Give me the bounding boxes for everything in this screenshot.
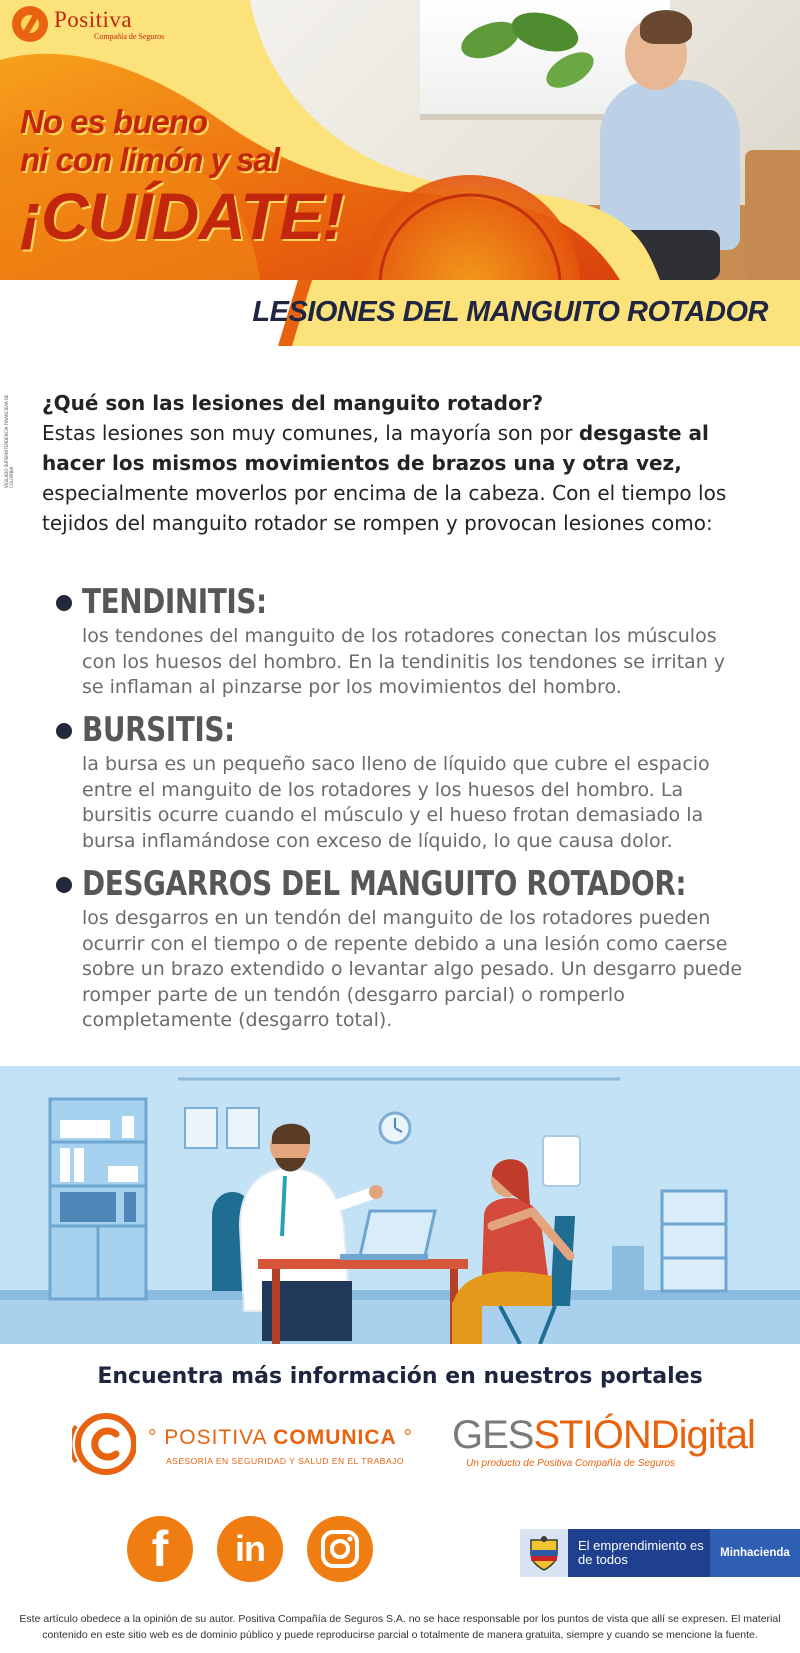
brand-tagline: Compañía de Seguros [94, 31, 165, 41]
hero-headline-block [20, 103, 343, 251]
intro-text-after: especialmente moverlos por encima de la cabeza. Con el tiempo los tejidos del manguito rotador se rompen y provocan lesiones como: [42, 481, 727, 535]
positiva-comunica-tagline: ASESORÍA EN SEGURIDAD Y SALUD EN EL TRABAJO [166, 1456, 405, 1466]
positiva-comunica-name: ° POSITIVA COMUNICA ° [148, 1426, 413, 1449]
gesstion-part-1: GES [452, 1413, 534, 1457]
item-body: los tendones del manguito de los rotadores conectan los músculos con los huesos del hombro. En la tendinitis los tendones se irritan y se inflaman al pinzarse por los movimientos del hombro. [82, 625, 726, 698]
gov-slogan: El emprendimiento es de todos [568, 1529, 710, 1577]
positiva-logo[interactable] [12, 6, 164, 42]
positiva-comunica-logo[interactable] [72, 1410, 413, 1480]
item-title: BURSITIS: [82, 710, 235, 750]
section-title: LESIONES DEL MANGUITO ROTADOR [252, 296, 768, 328]
positiva-comunica-name-bold: COMUNICA [273, 1426, 397, 1449]
doctor-consultation-illustration [0, 1066, 800, 1344]
bullet-icon [56, 595, 72, 611]
gesstion-digital-tagline: Un producto de Positiva Compañía de Seguros [466, 1458, 676, 1469]
hero-headline: ¡CUÍDATE! [20, 179, 344, 253]
item-title: TENDINITIS: [82, 582, 267, 622]
gesstion-digital-name [452, 1412, 755, 1458]
intro-text-bold: desgaste al hacer los mismos movimientos de brazos una y otra vez, [42, 421, 709, 475]
hero-line-1: No es bueno [20, 103, 208, 140]
gesstion-part-3: Digital [650, 1413, 755, 1457]
intro-paragraph [42, 388, 762, 538]
gov-badge[interactable] [520, 1529, 800, 1577]
intro-question: ¿Qué son las lesiones del manguito rotador? [42, 391, 544, 415]
item-title: DESGARROS DEL MANGUITO ROTADOR: [82, 864, 687, 904]
intro-text-before: Estas lesiones son muy comunes, la mayoría son por [42, 421, 579, 445]
vigilado-tag: VIGILADO SUPERINTENDENCIA FINANCIERA DE COLOMBIA [4, 394, 14, 488]
instagram-glyph [320, 1529, 360, 1569]
colombia-shield-icon [520, 1529, 568, 1577]
gov-ministry: Minhacienda [710, 1529, 800, 1577]
gesstion-digital-logo[interactable] [452, 1412, 755, 1482]
bullet-icon [56, 723, 72, 739]
facebook-icon[interactable]: f [127, 1516, 193, 1582]
gesstion-part-2: STIÓN [533, 1413, 651, 1457]
item-body: la bursa es un pequeño saco lleno de líquido que cubre el espacio entre el manguito de los rotadores y los huesos del hombro. La bursitis ocurre cuando el músculo y el hueso frotan demasiado la bursa inflamándose con exceso de líquido, lo que causa dolor. [82, 753, 710, 852]
hero-banner [0, 0, 800, 280]
positiva-logo-icon [12, 6, 48, 42]
portals-title: Encuentra más información en nuestros portales [97, 1364, 703, 1389]
hero-line-2: ni con limón y sal [20, 141, 279, 178]
bullet-icon [56, 877, 72, 893]
brand-name: Positiva [54, 6, 133, 32]
positiva-comunica-icon [72, 1412, 136, 1476]
positiva-comunica-name-light: POSITIVA [164, 1426, 267, 1449]
disclaimer: Este artículo obedece a la opinión de su autor. Positiva Compañía de Seguros S.A. no se hace responsable por los puntos de vista que allí se expresen. El material contenido en este sitio web es de dominio público y puede reproducirse parcial o totalmente de manera gratuita, siempre y cuando se mencione la fuente. [19, 1613, 781, 1641]
instagram-icon[interactable] [307, 1516, 373, 1582]
clinic-illustration [0, 1066, 800, 1344]
linkedin-icon[interactable]: in [217, 1516, 283, 1582]
item-body: los desgarros en un tendón del manguito de los rotadores pueden ocurrir con el tiempo o de repente debido a una lesión como caerse sobre un brazo extendido o levantar algo pesado. Un desgarro puede romper parte de un tendón (desgarro parcial) o romperlo completamente (desgarro total). [82, 907, 743, 1031]
